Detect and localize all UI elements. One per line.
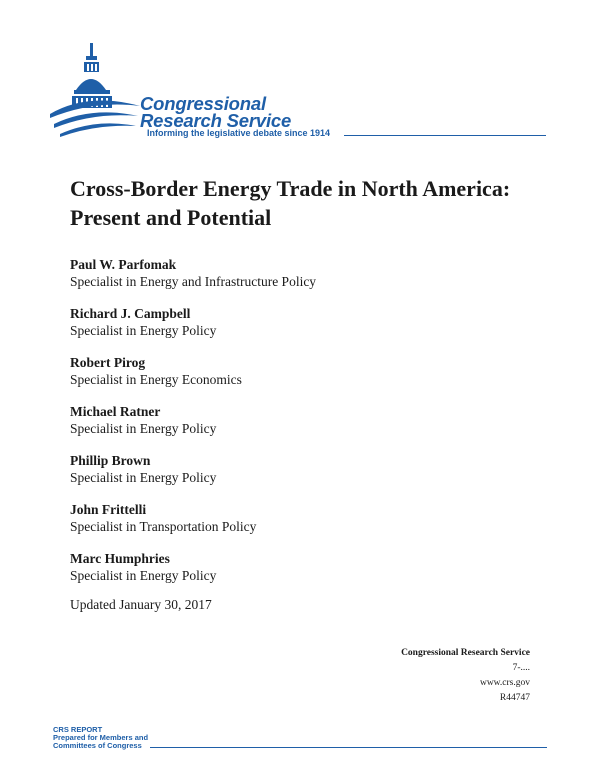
report-info (401, 646, 530, 706)
author-entry (70, 354, 530, 403)
author-name: John Frittelli (70, 502, 147, 517)
author-entry (70, 452, 530, 501)
report-number: R44747 (499, 693, 530, 703)
logo-divider (344, 135, 546, 136)
title-line-1: Cross-Border Energy Trade in North America: (70, 176, 511, 201)
logo-tagline: Informing the legislative debate since 1914 (147, 128, 331, 138)
updated-date: Updated January 30, 2017 (70, 597, 212, 612)
author-role: Specialist in Energy and Infrastructure Policy (70, 274, 317, 289)
footer-line-1: CRS REPORT (53, 725, 103, 734)
author-role: Specialist in Transportation Policy (70, 519, 257, 534)
logo-wordmark (140, 95, 291, 129)
author-name: Michael Ratner (70, 404, 161, 419)
title-line-2: Present and Potential (70, 205, 272, 230)
logo-line-2: Research Service (140, 110, 292, 131)
author-role: Specialist in Energy Policy (70, 421, 217, 436)
author-entry (70, 550, 530, 599)
report-code: 7-.... (512, 663, 530, 673)
author-entry (70, 256, 530, 305)
author-entry (70, 305, 530, 354)
report-title (70, 174, 550, 232)
crs-logo (48, 40, 558, 150)
author-role: Specialist in Energy Policy (70, 323, 217, 338)
capitol-dome-icon (48, 40, 148, 145)
website-link[interactable]: www.crs.gov (479, 678, 530, 688)
footer-line-2: Prepared for Members and (53, 733, 149, 742)
author-entry (70, 501, 530, 550)
footer-divider (150, 747, 547, 748)
publisher-name: Congressional Research Service (401, 648, 530, 658)
author-entry (70, 403, 530, 452)
author-role: Specialist in Energy Policy (70, 568, 217, 583)
author-role: Specialist in Energy Economics (70, 372, 242, 387)
author-name: Robert Pirog (70, 355, 146, 370)
author-role: Specialist in Energy Policy (70, 470, 217, 485)
author-list (70, 256, 530, 599)
author-name: Paul W. Parfomak (70, 257, 177, 272)
author-name: Richard J. Campbell (70, 306, 191, 321)
footer-label (53, 726, 148, 750)
footer-line-3: Committees of Congress (53, 741, 142, 750)
author-name: Phillip Brown (70, 453, 151, 468)
author-name: Marc Humphries (70, 551, 170, 566)
logo-line-1: Congressional (140, 93, 266, 114)
